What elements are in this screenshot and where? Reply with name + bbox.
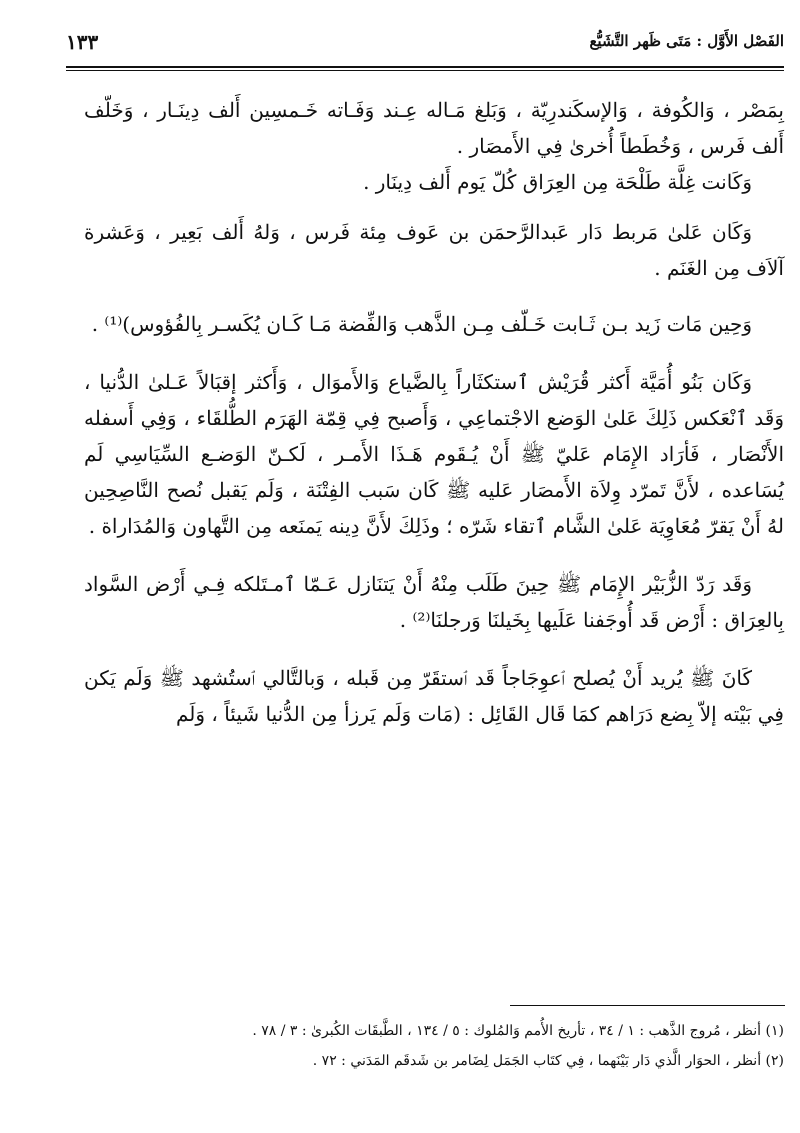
footnote-separator bbox=[510, 1005, 785, 1006]
paragraph: كَانَ ﷺ يُريد أَنْ يُصلح ٱعوِجَاجاً قَد ٱستقَرّ مِن قَبله ، وَبالتَّالي ٱستُشهد ﷺ وَلَم يَكن فِي بَيْته إلاّ بِضع دَرَاهم كمَا قَال القَائِل : (مَات وَلَم يَرزأ مِن الدُّنيا شَيئاً ، وَلَم bbox=[84, 666, 784, 726]
paragraph: وَكَان عَلىٰ مَربط دَار عَبدالرَّحمَن بن عَوف مِئة فَرس ، وَلهُ أَلف بَعِير ، وَعَشرة آلاَف مِن الغَنَم . bbox=[84, 220, 784, 280]
paragraph: بِمَصْر ، وَالكُوفة ، وَالإسكَندرِيّة ، وَبَلغ مَـاله عِـند وَفَـاته خَـمسِين أَلف دِينَـار ، وَخَلّف أَلف فَرس ، وَخُطَطاً أُخرىٰ فِي الأَمصَار . bbox=[84, 98, 784, 158]
footnotes bbox=[84, 1016, 784, 1076]
page-number: ١٣٣ bbox=[66, 30, 99, 54]
paragraph: وَكَان بَنُو أُمَيَّة أَكثر قُرَيْش ٱستكثَاراً بِالضَّياع وَالأَموَال ، وَأَكثر إقبَالاً عَـلىٰ الدُّنيا ، وَقَد ٱنْعَكس ذَلِكَ عَلىٰ الوَضع الاجْتماعِي ، وَأَصبح فِي قِمّة الهَرَم الطُّلقَاء ، وَفِي أَسفله الأَنْصَار ، فَأرَاد الإِمَام عَليّ ﷺ أَنْ يُـقَوم هَـذَا الأَمـر ، لَكـنّ الوَضـع السِّيَاسِي لَم يُسَاعده ، لأَنَّ تَمرّد وِلاَة الأَمصَار عَليه ﷺ كَان سَبب الفِتْنَة ، وَلَم يَقبل نُصح النَّاصِحِين لهُ أَنْ يَقرّ مُعَاوِيَة عَلىٰ الشَّام ٱتقاء شَرّه ؛ وذَلِكَ لأَنَّ دِينه يَمنَعه مِن التَّهاون وَالمُدَاراة . bbox=[84, 370, 784, 538]
chapter-title: الفَصْل الأَوَّل : مَتَى ظَهر التَّشَيُّع bbox=[589, 32, 784, 50]
running-header bbox=[66, 28, 784, 68]
header-rule bbox=[66, 66, 784, 71]
body-text bbox=[84, 92, 784, 754]
footnote: (٢) أنظر ، الحوَار الَّذي دَار بَيْنَهما ، فِي كتَاب الجَمَل لِضَامر بن شَدقَم المَدَني : ٧٢ . bbox=[312, 1053, 784, 1069]
paragraph: وَقَد رَدّ الزُّبَيْر الإِمَام ﷺ حِينَ طَلَب مِنْهُ أَنْ يَتنَازل عَـمّا ٱمـتَلكه فِـي أَرْض السَّواد بِالعِرَاق : أَرْض قَد أُوجَفنا عَلَيها بِخَيلنَا وَرجلنَا⁽²⁾ . bbox=[84, 572, 784, 632]
footnote: (١) أنظر ، مُروج الذَّهب : ١ / ٣٤ ، تأريخ الأُمم وَالمُلوك : ٥ / ١٣٤ ، الطَّبقَات الكُبرىٰ : ٣ / ٧٨ . bbox=[252, 1023, 784, 1039]
paragraph: وَكَانت غِلَّة طَلْحَة مِن العِرَاق كُلّ يَوم أَلف دِينَار . bbox=[363, 170, 752, 194]
paragraph: وَحِين مَات زَيد بـن ثَـابت خَـلّف مِـن الذَّهب وَالفِّضة مَـا كَـان يُكَسـر بِالفُؤوس)⁽¹⁾ . bbox=[91, 312, 752, 336]
